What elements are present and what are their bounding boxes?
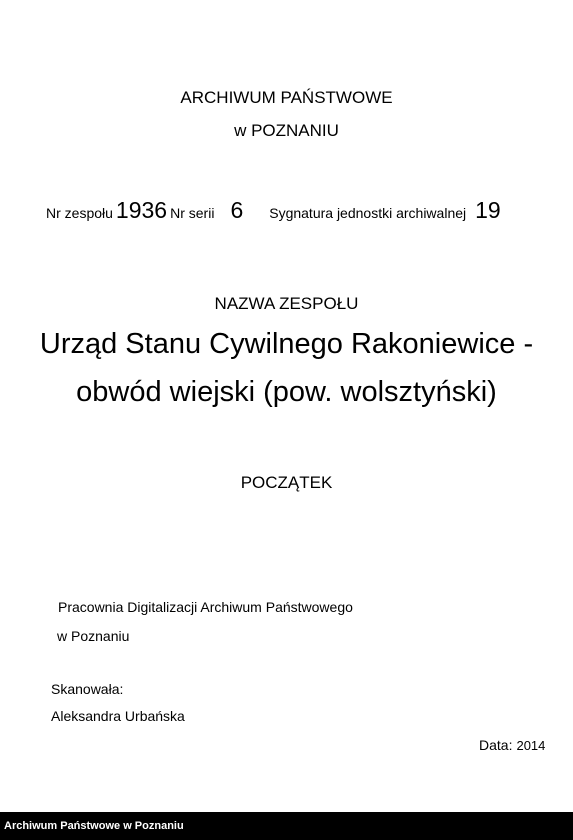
series-number-label: Nr serii [170,205,215,221]
footer-text: Archiwum Państwowe w Poznaniu [4,820,184,832]
scanned-by-name: Aleksandra Urbańska [51,708,185,724]
signature-number: 19 [475,197,501,223]
date-row [479,737,545,753]
digitization-lab-city: w Poznaniu [57,628,130,644]
fonds-name-line-1: Urząd Stanu Cywilnego Rakoniewice - [39,328,534,360]
footer-bar [0,812,573,840]
archive-name: ARCHIWUM PAŃSTWOWE [180,88,393,107]
series-number: 6 [230,197,244,223]
section-heading: POCZĄTEK [240,473,333,492]
date-value: 2014 [516,738,546,753]
fonds-name-heading: NAZWA ZESPOŁU [214,294,359,313]
archive-city: w POZNANIU [234,121,339,140]
identifiers-row [46,197,501,224]
signature-label: Sygnatura jednostki archiwalnej [269,205,467,221]
fonds-name-line-2: obwód wiejski (pow. wolsztyński) [76,376,497,408]
fonds-number-label: Nr zespołu [46,205,113,221]
fonds-number: 1936 [115,197,168,223]
scanned-by-label: Skanowała: [51,681,124,697]
digitization-lab-name: Pracownia Digitalizacji Archiwum Państwowego [58,599,353,615]
date-label: Data: [479,737,513,753]
